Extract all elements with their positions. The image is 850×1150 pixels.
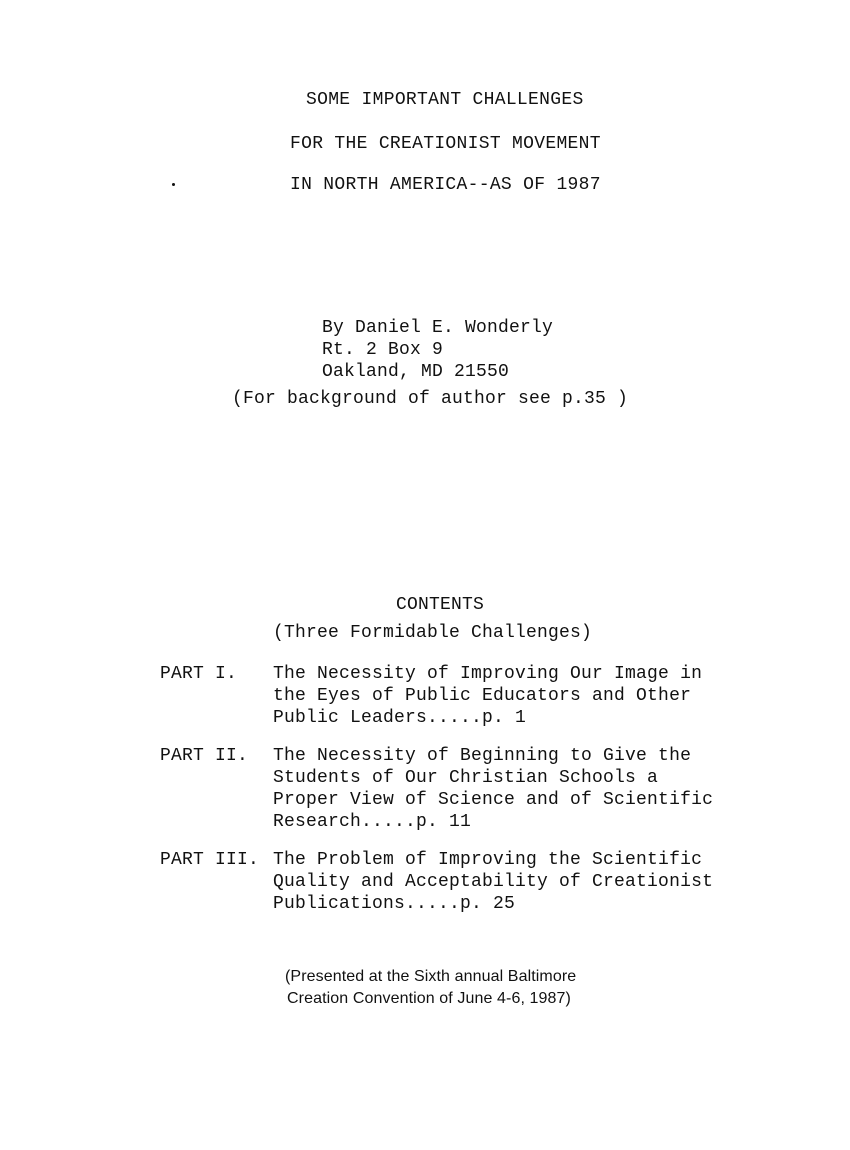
part-1-line-1: The Necessity of Improving Our Image in xyxy=(273,664,703,684)
part-2-line-2: Students of Our Christian Schools a xyxy=(273,768,659,788)
presentation-note-line-2: Creation Convention of June 4-6, 1987) xyxy=(287,990,571,1007)
part-2-label: PART II. xyxy=(160,746,249,766)
part-3-line-2: Quality and Acceptability of Creationist xyxy=(273,872,714,892)
contents-heading: CONTENTS xyxy=(396,595,485,615)
presentation-note-line-1: (Presented at the Sixth annual Baltimore xyxy=(285,968,577,985)
part-3-label: PART III. xyxy=(160,850,260,870)
title-line-1: SOME IMPORTANT CHALLENGES xyxy=(306,90,584,110)
title-line-2: FOR THE CREATIONIST MOVEMENT xyxy=(290,134,601,154)
part-3-line-1: The Problem of Improving the Scientific xyxy=(273,850,703,870)
author-background-note: (For background of author see p.35 ) xyxy=(232,389,629,409)
stray-mark xyxy=(172,183,175,186)
part-2-line-3: Proper View of Science and of Scientific xyxy=(273,790,714,810)
contents-subheading: (Three Formidable Challenges) xyxy=(273,623,593,643)
author-name: By Daniel E. Wonderly xyxy=(322,318,554,338)
part-1-label: PART I. xyxy=(160,664,238,684)
title-line-3: IN NORTH AMERICA--AS OF 1987 xyxy=(290,175,601,195)
part-1-line-3: Public Leaders.....p. 1 xyxy=(273,708,527,728)
author-address-line-2: Oakland, MD 21550 xyxy=(322,362,510,382)
part-2-line-1: The Necessity of Beginning to Give the xyxy=(273,746,692,766)
author-address-line-1: Rt. 2 Box 9 xyxy=(322,340,444,360)
part-1-line-2: the Eyes of Public Educators and Other xyxy=(273,686,692,706)
part-2-line-4: Research.....p. 11 xyxy=(273,812,472,832)
part-3-line-3: Publications.....p. 25 xyxy=(273,894,516,914)
